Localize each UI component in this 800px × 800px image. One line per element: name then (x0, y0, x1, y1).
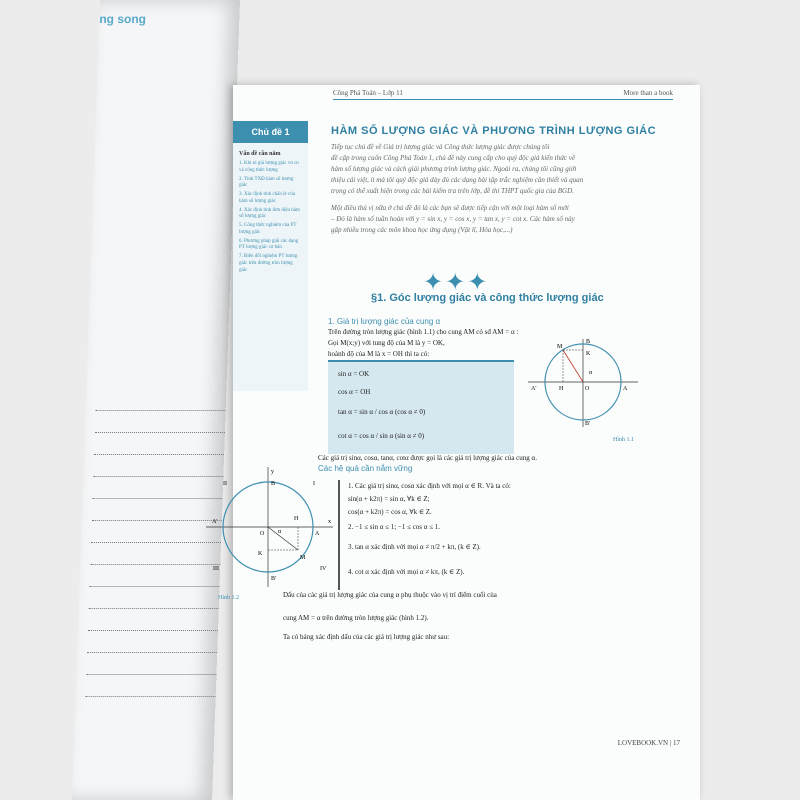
toc-row (94, 444, 240, 460)
consequence-line: 2. −1 ≤ sin α ≤ 1; −1 ≤ cos α ≤ 1. (348, 523, 441, 531)
fig2-label: II (223, 481, 227, 487)
figure-1-2 (198, 465, 338, 601)
after-box-text: Các giá trị sinα, cosα, tanα, cotα được gọi là các giá trị lượng giác của cung α. (318, 454, 537, 462)
toc-row (87, 642, 240, 658)
intro2-line: gặp nhiều trong các môn khoa học ứng dụng (Vật lí, Hóa học,...) (331, 226, 513, 234)
sidebar-item: 4. Xác định tính đơn điệu hàm số lượng giác (239, 207, 300, 220)
left-page-header: ng song (99, 12, 147, 26)
fig2-label: H (294, 516, 299, 522)
fig2-label: O (260, 531, 265, 537)
intro-line: đề cập trong cuốn Công Phá Toán 1, chủ đề này cung cấp cho quý độc giả kiến thức về (331, 154, 575, 162)
quadrant-circle-figure (198, 465, 338, 590)
consequences-block (338, 480, 550, 590)
figure-1-1 (523, 337, 643, 443)
fig2-label: B' (271, 576, 277, 582)
consequence-line: 3. tan α xác định với mọi α ≠ π/2 + kπ, (k ∈ Z). (348, 543, 481, 551)
unit-circle-figure (523, 337, 643, 432)
fig1-label: O (585, 386, 590, 392)
body-line: Gọi M(x;y) với tung độ của M là y = OK, (328, 339, 445, 347)
fig1-label: B (586, 339, 591, 345)
consequences-title: Các hệ quả cần nắm vững (318, 464, 413, 473)
consequence-line: 1. Các giá trị sinα, cosα xác định với mọi α ∈ R. Và ta có: (348, 482, 511, 490)
subsection-title: 1. Giá trị lượng giác của cung α (328, 317, 441, 326)
sidebar-item: 5. Công thức nghiệm của PT lượng giác (239, 223, 297, 235)
running-head-right: More than a book (623, 89, 673, 97)
sidebar-title: Vấn đề cần nắm (239, 151, 281, 157)
body-line: hoành độ của M là x = OH thì ta có: (328, 350, 430, 358)
sidebar-item: 7. Biến đổi nghiệm PT lượng giác trên đường tròn lượng giác (239, 254, 298, 273)
chapter-tab: Chủ đề 1 (233, 121, 308, 143)
intro-line: hàm số lượng giác và cách giải phương trình lượng giác. Ngoài ra, chúng tôi cũng giới (331, 165, 577, 173)
sidebar-item: 6. Phương pháp giải các dạng PT lượng giác cơ bản (239, 238, 299, 251)
toc-row (95, 400, 240, 416)
formula-box (328, 360, 514, 454)
formula-sin: sin α = OK (338, 370, 370, 378)
intro-line: Tiếp tục chủ đề về Giá trị lượng giác và Công thức lượng giác được chúng tôi (331, 143, 550, 151)
sidebar-items (233, 161, 308, 274)
fig1-label: B' (585, 421, 591, 427)
fig2-label: A' (212, 519, 218, 525)
left-page (72, 0, 240, 800)
end-line: Ta có bảng xác định dấu của các giá trị lượng giác như sau: (283, 633, 450, 641)
formula-cot: cot α = cos α / sin α (sin α ≠ 0) (338, 432, 425, 440)
running-head-left: Công Phá Toán – Lớp 11 (333, 89, 403, 97)
fig2-label: x (328, 519, 331, 525)
toc-row (88, 620, 240, 636)
fig2-label: B (271, 481, 276, 487)
intro2-paragraph (331, 203, 575, 236)
body-line: Trên đường tròn lượng giác (hình 1.1) cho cung AM có sđ AM = α : (328, 328, 519, 336)
fig2-label: M (300, 555, 306, 561)
intro-paragraph (331, 142, 583, 197)
sidebar-item: 1. Khi ni giá lượng giác vn cn và công thức lượng (239, 161, 299, 173)
consequence-line: sin(α + k2π) = sin α, ∀k ∈ Z; (348, 495, 430, 503)
running-head (333, 89, 673, 100)
consequence-line: 4. cot α xác định với mọi α ≠ kπ, (k ∈ Z). (348, 568, 465, 576)
fig2-label: I (313, 481, 315, 487)
formula-tan: tan α = sin α / cos α (cos α ≠ 0) (338, 408, 426, 416)
section-title: §1. Góc lượng giác và công thức lượng giác (371, 292, 604, 304)
end-line: cung AM = α trên đường tròn lượng giác (hình 1.2). (283, 614, 429, 622)
fig2-label: α (278, 529, 282, 535)
fig1-label: A (623, 386, 628, 392)
toc-row (86, 664, 240, 680)
fig2-label: IV (320, 566, 327, 572)
fig2-label: K (258, 551, 263, 557)
fig2-label: y (271, 469, 274, 475)
fig1-label: M (557, 344, 563, 350)
consequence-line: cos(α + k2π) = cos α, ∀k ∈ Z. (348, 508, 432, 516)
fig2-caption: Hình 1.2 (218, 595, 239, 601)
closing-text (283, 590, 497, 643)
definition-text (328, 327, 518, 360)
page-footer: LOVEBOOK.VN | 17 (617, 739, 680, 747)
intro-line: thiệu cái việt, ít mà tôi quý độc giả dày đủ các dạng bài tập trắc nghiệm cần thiết và quan (331, 176, 584, 184)
toc-row (95, 422, 240, 438)
end-line: Dấu của các giá trị lượng giác của cung α phụ thuộc vào vị trí điểm cuối của (283, 591, 497, 599)
intro2-line: Một điều thú vị nữa ở chủ đề đó là các bạn sẽ được tiếp cận với một loại hàm số mới (331, 204, 569, 212)
fig2-label: III (213, 566, 219, 572)
chapter-title: HÀM SỐ LƯỢNG GIÁC VÀ PHƯƠNG TRÌNH LƯỢNG GIÁC (331, 125, 657, 137)
fig1-caption: Hình 1.1 (613, 437, 634, 443)
fig1-label: α (589, 370, 593, 376)
intro-line: trọng có thể xuất hiện trong các bài kiểm tra trên lớp, đề thi THPT quốc gia của BGD. (331, 187, 574, 195)
fig1-label: H (559, 386, 564, 392)
sidebar-item: 3. Xác định tính chẵn lẻ của hàm số lượng giác (239, 192, 295, 204)
intro2-line: – Đó là hàm số tuần hoàn với y = sin x, y = cos x, y = tan x, y = cot x. Các hàm số này (331, 215, 575, 223)
fig2-label: A (315, 531, 320, 537)
right-page (212, 85, 700, 800)
formula-cos: cos α = OH (338, 388, 371, 396)
chapter-sidebar (233, 121, 308, 391)
toc-row (85, 686, 240, 702)
sidebar-item: 2. Tính TXĐ hàm số lượng giác (239, 176, 294, 189)
fig1-label: A' (531, 386, 537, 392)
fig1-label: K (586, 351, 591, 357)
section-decoration: ✦✦✦ (423, 270, 490, 296)
